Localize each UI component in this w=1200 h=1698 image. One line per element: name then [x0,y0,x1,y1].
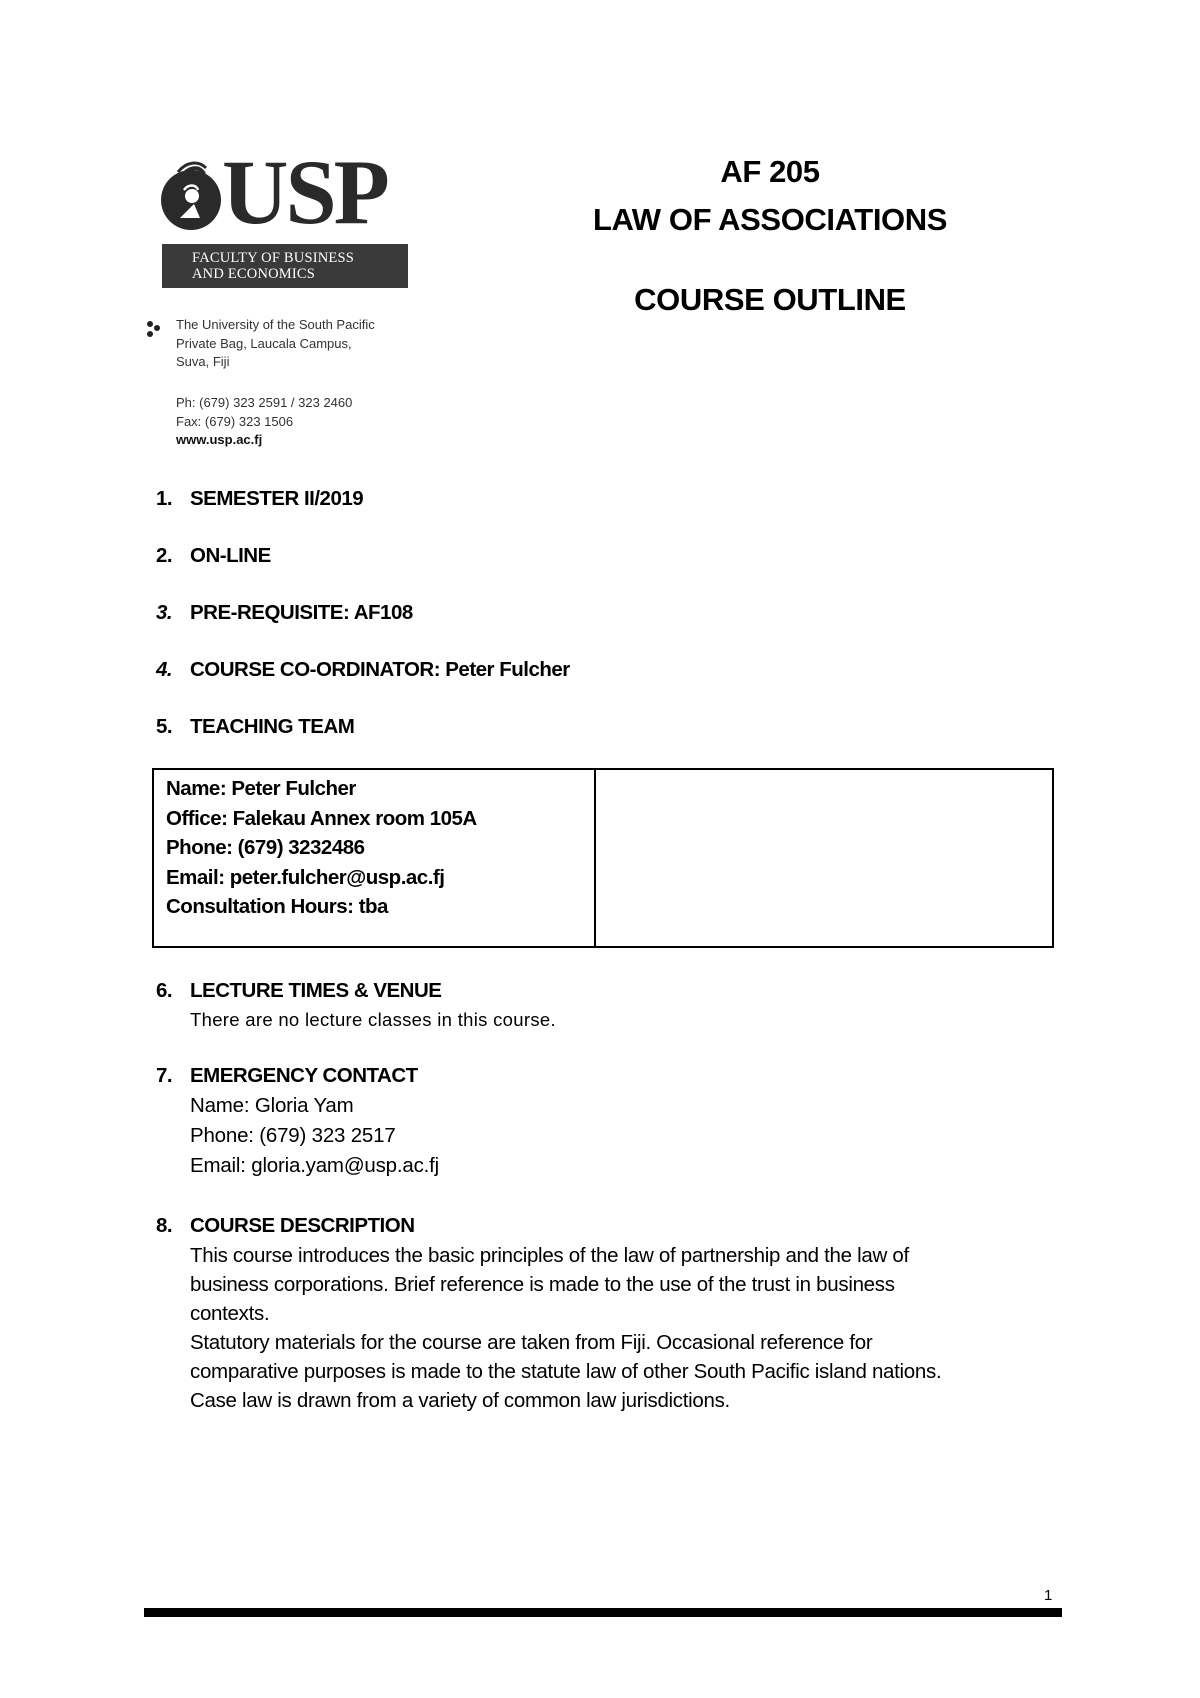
website-link[interactable]: www.usp.ac.fj [176,432,263,447]
contact-phone: Phone: (679) 323 2517 [190,1124,396,1147]
address-line: The University of the South Pacific [176,317,375,332]
university-address [176,316,436,372]
contact-email[interactable]: Email: gloria.yam@usp.ac.fj [190,1154,439,1177]
footer-rule [144,1608,1062,1617]
empty-cell [596,770,1052,946]
address-line: Suva, Fiji [176,354,230,369]
staff-name: Name: Peter Fulcher [166,777,356,800]
staff-phone: Phone: (679) 3232486 [166,836,365,859]
staff-email[interactable]: Email: peter.fulcher@usp.ac.fj [166,865,445,889]
usp-logo [160,141,410,290]
description-line: contexts. [190,1302,270,1325]
section-number: 2. [156,544,173,567]
phone-line: Ph: (679) 323 2591 / 323 2460 [176,395,353,410]
section-number: 4. [156,658,173,681]
section-number: 5. [156,715,173,738]
fax-line: Fax: (679) 323 1506 [176,413,294,429]
section-body [190,1091,1070,1181]
description-line: This course introduces the basic principles of the law of partnership and the law of [190,1244,909,1267]
page-number: 1 [1044,1587,1053,1604]
section-number: 3. [156,601,173,624]
usp-emblem-icon [160,160,222,232]
section-lecture-times [156,977,1056,1037]
section-number: 8. [156,1214,173,1237]
section-heading: PRE-REQUISITE: AF108 [190,601,413,624]
address-line: Private Bag, Laucala Campus, [176,335,352,351]
section-heading: COURSE CO-ORDINATOR: Peter Fulcher [190,658,570,681]
logo-wordmark: USP [222,141,387,243]
section-number: 7. [156,1064,173,1087]
section-body [190,1241,1070,1415]
section-number: 6. [156,979,173,1002]
course-name: LAW OF ASSOCIATIONS [592,202,948,237]
section-emergency-contact [156,1062,1056,1182]
section-heading: LECTURE TIMES & VENUE [190,979,442,1002]
section-heading: EMERGENCY CONTACT [190,1064,418,1087]
description-line: business corporations. Brief reference is made to the use of the trust in business [190,1273,895,1296]
section-heading: COURSE DESCRIPTION [190,1214,415,1237]
contact-name: Name: Gloria Yam [190,1094,354,1117]
description-line: Statutory materials for the course are taken from Fiji. Occasional reference for [190,1331,873,1354]
section-heading: TEACHING TEAM [190,715,355,738]
body-line: There are no lecture classes in this course. [190,1009,556,1030]
section-heading: SEMESTER II/2019 [190,487,364,510]
faculty-line-1: FACULTY OF BUSINESS [192,250,354,266]
location-dots-icon [146,320,162,342]
description-line: Case law is drawn from a variety of common law jurisdictions. [190,1389,730,1412]
course-code: AF 205 [720,154,820,189]
section-number: 1. [156,487,173,510]
staff-office: Office: Falekau Annex room 105A [166,806,477,830]
faculty-banner [162,244,408,288]
section-heading: ON-LINE [190,544,271,567]
description-line: comparative purposes is made to the statute law of other South Pacific island nations. [190,1360,942,1383]
staff-details-cell [154,770,596,946]
faculty-line-2: AND ECONOMICS [192,266,316,282]
contact-numbers [176,394,436,450]
document-title: COURSE OUTLINE [634,282,906,317]
teaching-team-table [152,768,1054,948]
staff-hours: Consultation Hours: tba [166,895,388,918]
section-course-description [156,1212,1056,1432]
section-body [190,1006,1070,1034]
